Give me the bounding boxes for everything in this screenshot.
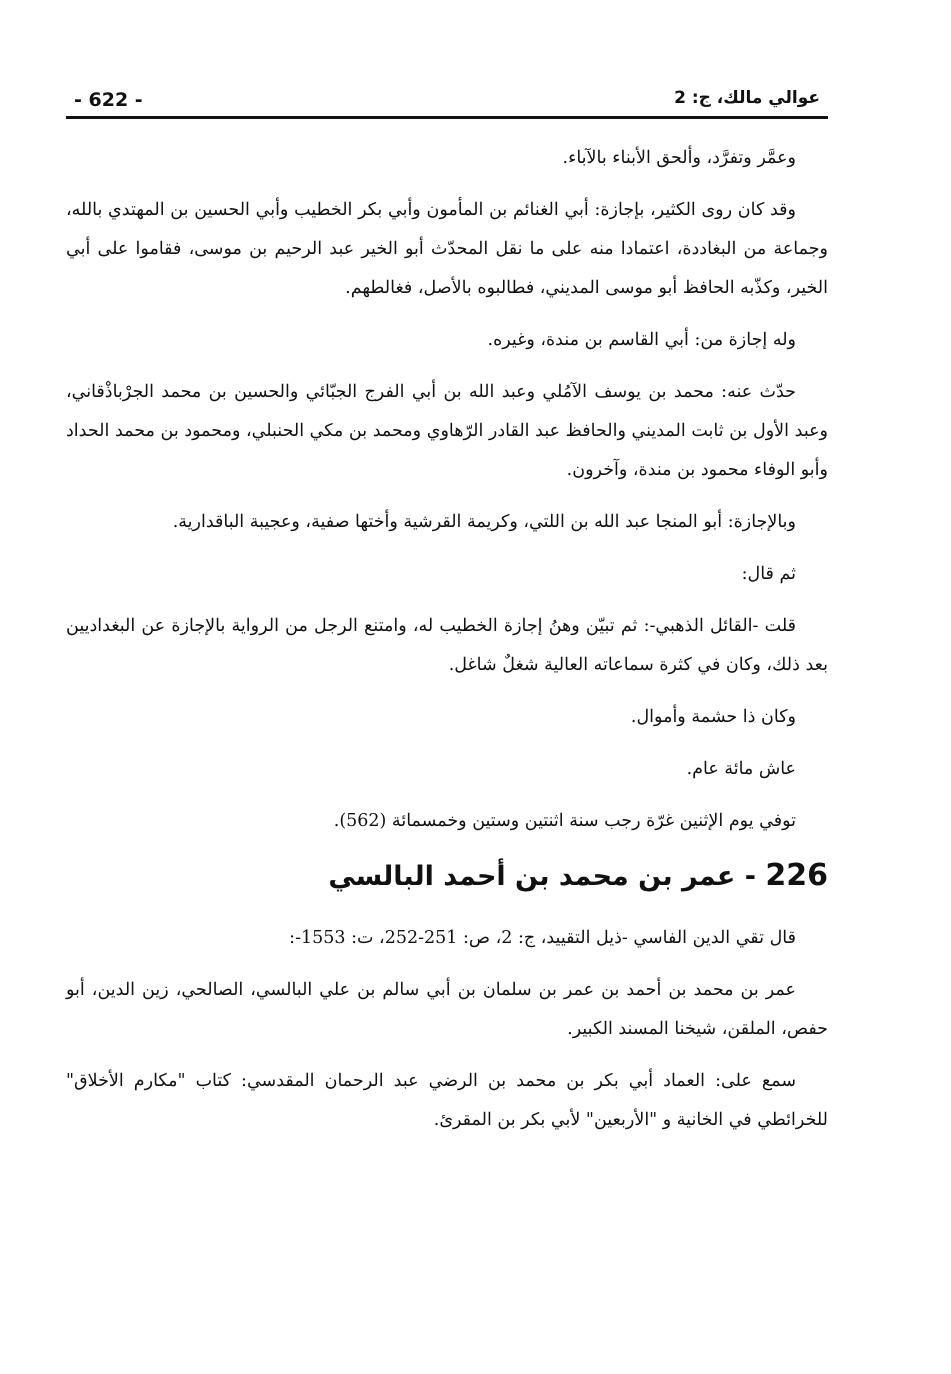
paragraph: عمر بن محمد بن أحمد بن عمر بن سلمان بن أبي سالم بن علي البالسي، الصالحي، زين الدين، أبو حفص، الملقن، شيخنا المسند الكبير. [66,980,828,1039]
paragraph: وبالإجازة: أبو المنجا عبد الله بن اللتي، وكريمة القرشية وأختها صفية، وعجيبة الباقدارية. [172,512,796,532]
paragraph: توفي يوم الإثنين غرّة رجب سنة اثنتين وستين وخمسمائة (562). [333,811,796,831]
paragraph: وكان ذا حشمة وأموال. [630,707,796,727]
document-page [66,84,828,1153]
paragraph: حدّث عنه: محمد بن يوسف الآمُلي وعبد الله بن أبي الفرج الجبّائي والحسين بن محمد الجرْباذْقاني، وعبد الأول بن ثابت المديني والحافظ عبد القادر الرّهاوي ومحمد بن مكي الحنبلي، ومحمود بن محمد الحداد وأبو الوفاء محمود بن مندة، وآخرون. [66,382,828,480]
page-header [66,84,828,119]
running-title: عوالي مالك، ج: 2 [674,88,820,108]
paragraph: عاش مائة عام. [686,759,796,779]
paragraph: ثم قال: [741,564,796,584]
paragraph: وله إجازة من: أبي القاسم بن مندة، وغيره. [487,330,796,350]
page-number: - 622 - [74,89,143,111]
paragraph: قال تقي الدين الفاسي -ذيل التقييد، ج: 2، ص: 251-252، ت: 1553-: [289,928,796,948]
entry-separator: - [744,861,756,892]
paragraph: سمع على: العماد أبي بكر بن محمد بن الرضي عبد الرحمان المقدسي: كتاب "مكارم الأخلاق" للخرائطي في الخانية و "الأربعين" لأبي بكر بن المقرئ. [66,1071,828,1130]
entry-name: عمر بن محمد بن أحمد البالسي [328,861,736,892]
paragraph: وعمَّر وتفرَّد، وألحق الأبناء بالآباء. [562,148,796,168]
page-body [66,139,828,1140]
entry-heading [66,854,828,899]
entry-number: 226 [765,858,828,893]
paragraph: قلت -القائل الذهبي-: ثم تبيّن وهنُ إجازة الخطيب له، وامتنع الرجل من الرواية بالإجازة عن البغداديين بعد ذلك، وكان في كثرة سماعاته العالية شغلٌ شاغل. [66,616,828,675]
paragraph: وقد كان روى الكثير، بإجازة: أبي الغنائم بن المأمون وأبي بكر الخطيب وأبي الحسين بن المهتدي بالله، وجماعة من البغاددة، اعتمادا منه على ما نقل المحدّث أبو الخير عبد الرحيم بن موسى، فقاموا على أبي الخير، وكذّبه الحافظ أبو موسى المديني، فطالبوه بالأصل، فغالطهم. [66,200,828,298]
